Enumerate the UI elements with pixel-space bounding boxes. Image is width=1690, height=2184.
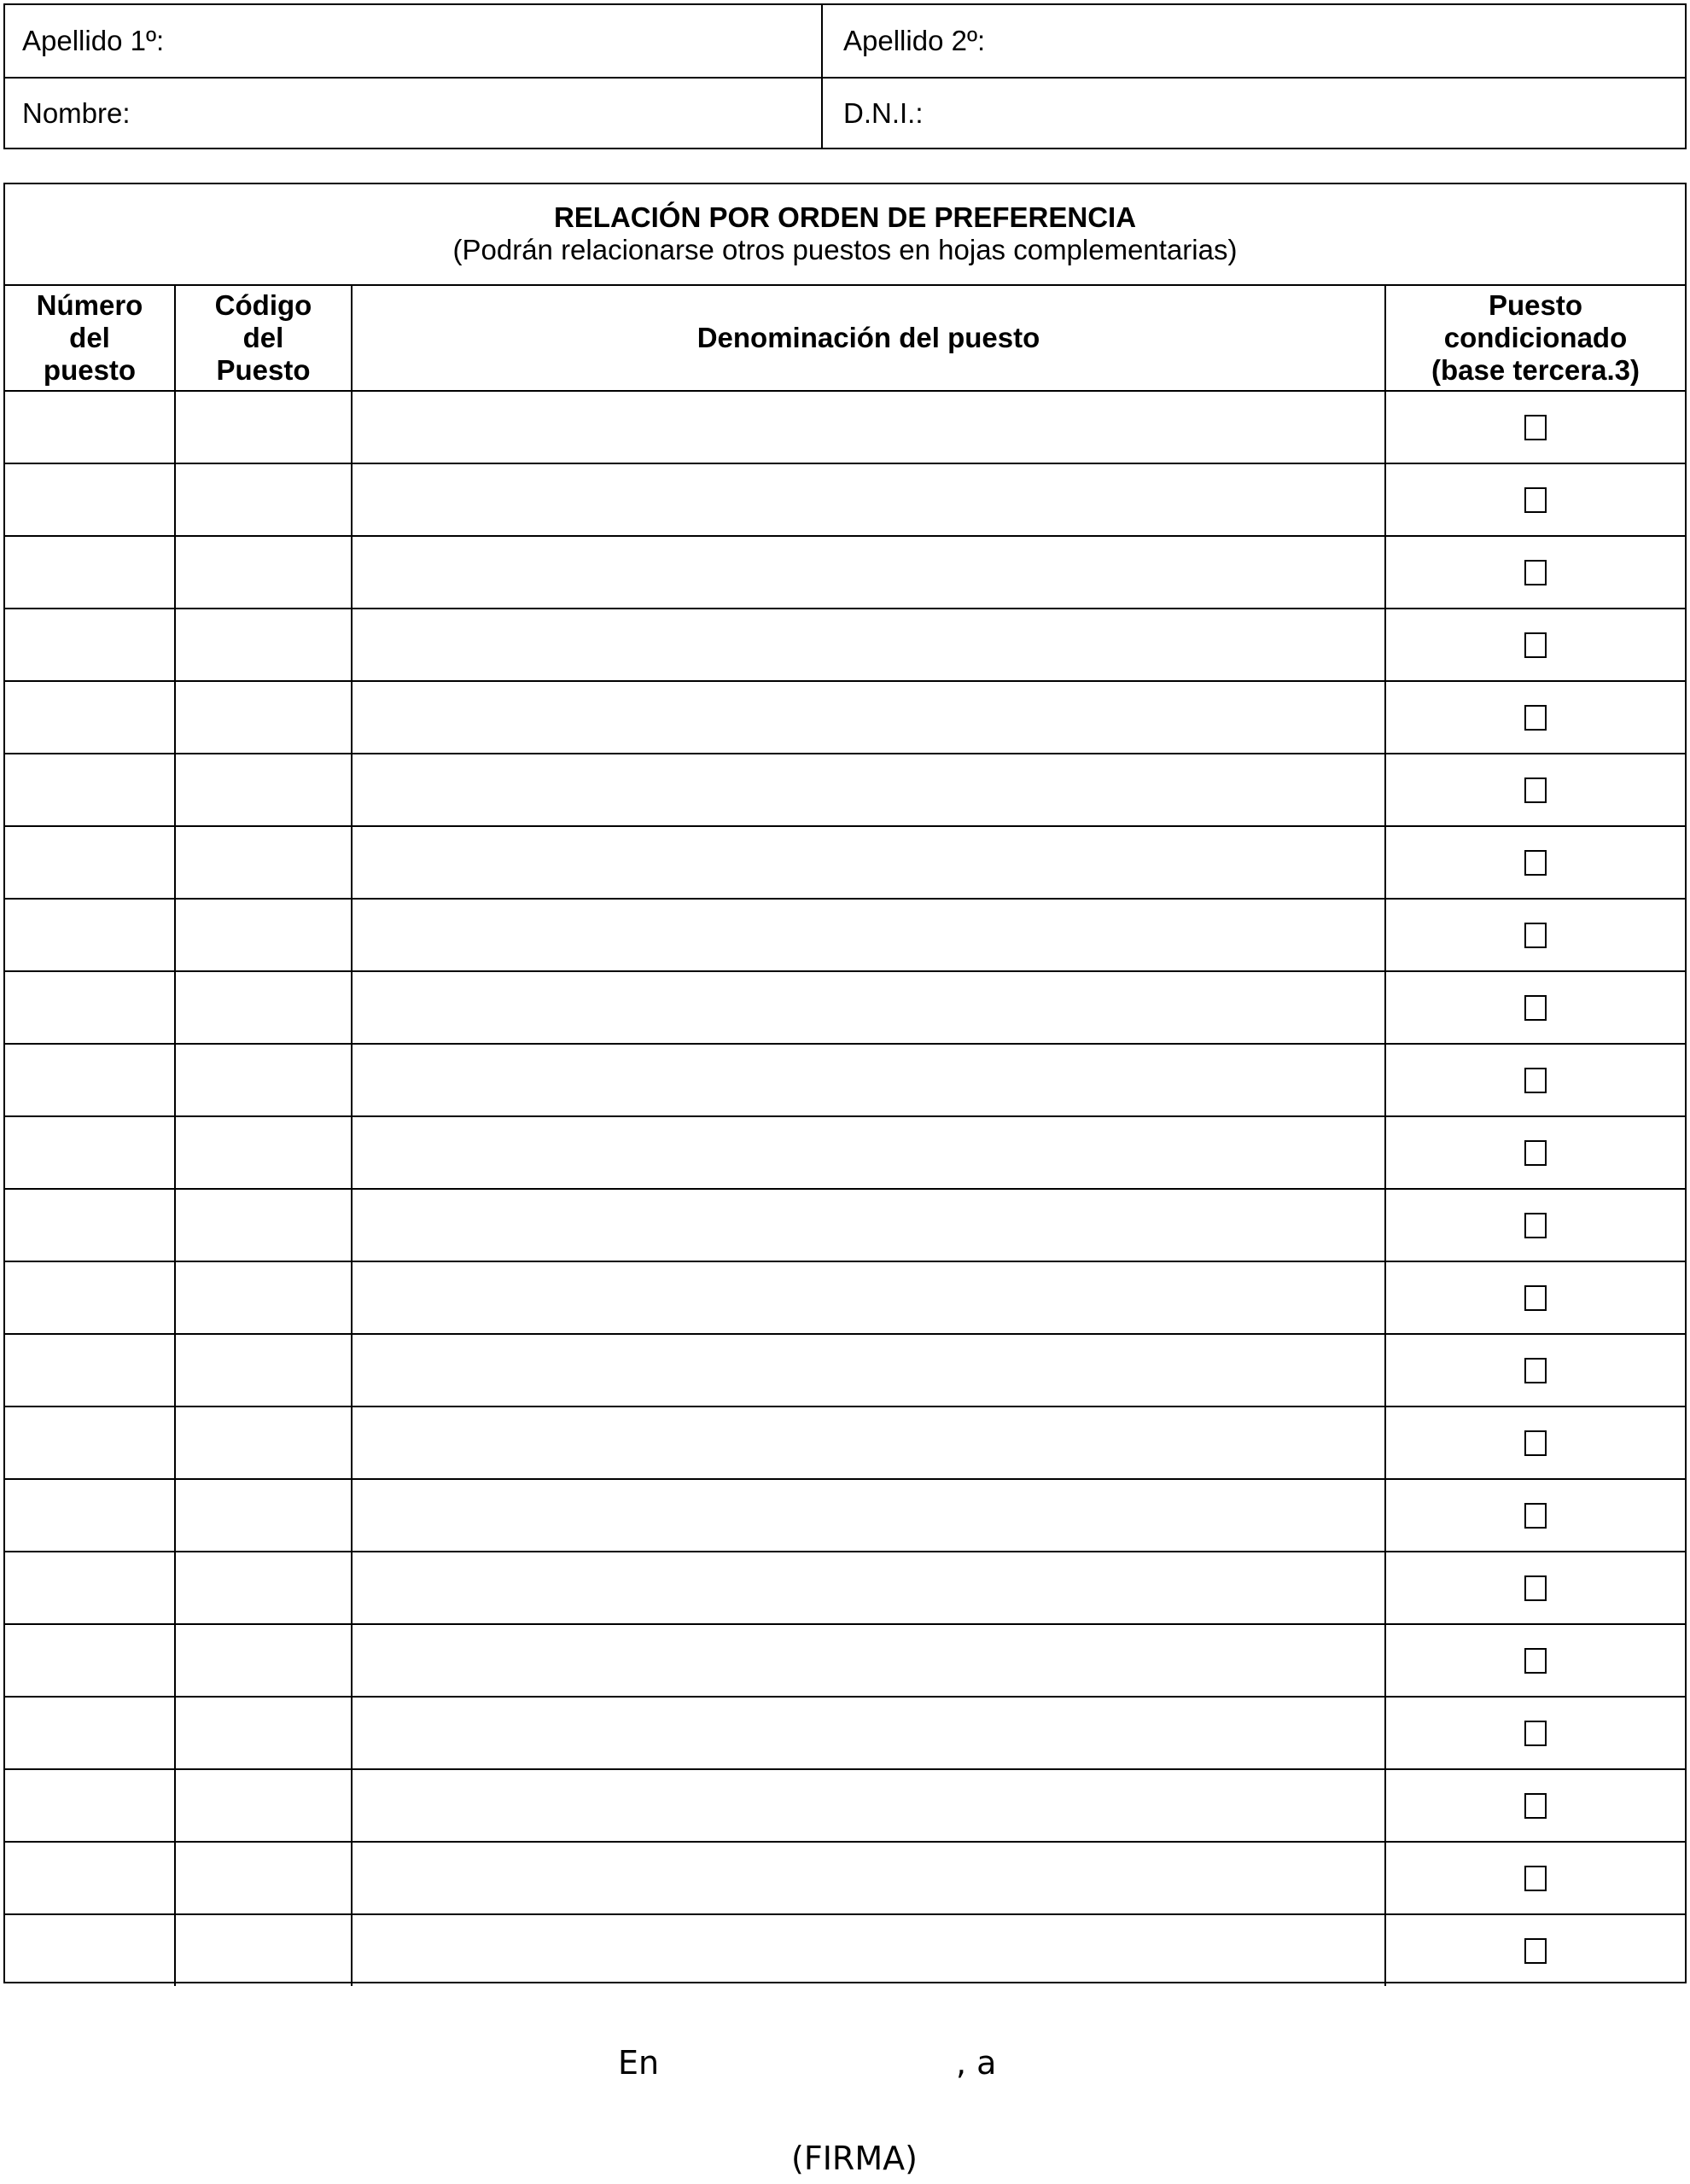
codigo-puesto-cell[interactable] xyxy=(176,1770,353,1841)
condicionado-cell xyxy=(1386,1843,1685,1913)
numero-puesto-cell[interactable] xyxy=(5,827,176,898)
denominacion-puesto-cell[interactable] xyxy=(353,609,1386,680)
numero-puesto-cell[interactable] xyxy=(5,392,176,463)
codigo-puesto-cell[interactable] xyxy=(176,1843,353,1913)
condicionado-checkbox[interactable] xyxy=(1524,1358,1547,1383)
codigo-puesto-cell[interactable] xyxy=(176,537,353,608)
condicionado-cell xyxy=(1386,972,1685,1043)
numero-puesto-cell[interactable] xyxy=(5,1190,176,1261)
table-row xyxy=(5,1335,1685,1407)
place-date-line xyxy=(0,2044,1690,2087)
condicionado-cell xyxy=(1386,900,1685,970)
denominacion-puesto-cell[interactable] xyxy=(353,1552,1386,1623)
header-puesto-condicionado: Puesto condicionado (base tercera.3) xyxy=(1431,289,1640,386)
numero-puesto-cell[interactable] xyxy=(5,1117,176,1188)
codigo-puesto-cell[interactable] xyxy=(176,392,353,463)
condicionado-cell xyxy=(1386,1407,1685,1478)
denominacion-puesto-cell[interactable] xyxy=(353,682,1386,753)
denominacion-puesto-cell[interactable] xyxy=(353,1480,1386,1551)
codigo-puesto-cell[interactable] xyxy=(176,1625,353,1696)
table-row xyxy=(5,1407,1685,1480)
condicionado-checkbox[interactable] xyxy=(1524,705,1547,731)
table-row xyxy=(5,609,1685,682)
denominacion-puesto-cell[interactable] xyxy=(353,1843,1386,1913)
condicionado-cell xyxy=(1386,392,1685,463)
denominacion-puesto-cell[interactable] xyxy=(353,1625,1386,1696)
codigo-puesto-cell[interactable] xyxy=(176,1045,353,1115)
denominacion-puesto-cell[interactable] xyxy=(353,1335,1386,1406)
table-row xyxy=(5,754,1685,827)
denominacion-puesto-cell[interactable] xyxy=(353,1190,1386,1261)
numero-puesto-cell[interactable] xyxy=(5,1625,176,1696)
condicionado-cell xyxy=(1386,1625,1685,1696)
date-input[interactable] xyxy=(1003,2047,1348,2083)
table-row xyxy=(5,1190,1685,1262)
table-row xyxy=(5,464,1685,537)
place-input[interactable] xyxy=(666,2047,951,2083)
signature-label: (FIRMA) xyxy=(791,2140,918,2177)
denominacion-puesto-cell[interactable] xyxy=(353,972,1386,1043)
numero-puesto-cell[interactable] xyxy=(5,1407,176,1478)
nombre-field[interactable] xyxy=(5,79,823,148)
condicionado-checkbox[interactable] xyxy=(1524,1793,1547,1819)
condicionado-cell xyxy=(1386,464,1685,535)
numero-puesto-cell[interactable] xyxy=(5,1698,176,1768)
denominacion-puesto-cell[interactable] xyxy=(353,827,1386,898)
table-row xyxy=(5,392,1685,464)
condicionado-checkbox[interactable] xyxy=(1524,923,1547,948)
condicionado-checkbox[interactable] xyxy=(1524,1285,1547,1311)
preference-table-subtitle: (Podrán relacionarse otros puestos en hojas complementarias) xyxy=(452,234,1238,265)
denominacion-puesto-cell[interactable] xyxy=(353,464,1386,535)
codigo-puesto-cell[interactable] xyxy=(176,464,353,535)
condicionado-checkbox[interactable] xyxy=(1524,1213,1547,1238)
preference-table-header-row xyxy=(5,286,1685,392)
numero-puesto-cell[interactable] xyxy=(5,1480,176,1551)
codigo-puesto-cell[interactable] xyxy=(176,754,353,825)
codigo-puesto-cell[interactable] xyxy=(176,1117,353,1188)
numero-puesto-cell[interactable] xyxy=(5,900,176,970)
numero-puesto-cell[interactable] xyxy=(5,609,176,680)
numero-puesto-cell[interactable] xyxy=(5,1335,176,1406)
personal-row-name-id xyxy=(5,79,1685,148)
table-row xyxy=(5,1770,1685,1843)
nombre-label: Nombre: xyxy=(22,96,131,129)
condicionado-checkbox[interactable] xyxy=(1524,1938,1547,1964)
numero-puesto-cell[interactable] xyxy=(5,464,176,535)
codigo-puesto-cell[interactable] xyxy=(176,1407,353,1478)
denominacion-puesto-cell[interactable] xyxy=(353,392,1386,463)
table-row xyxy=(5,1843,1685,1915)
numero-puesto-cell[interactable] xyxy=(5,1770,176,1841)
table-row xyxy=(5,1698,1685,1770)
comma-a-label: , a xyxy=(956,2044,997,2082)
condicionado-cell xyxy=(1386,1262,1685,1333)
condicionado-cell xyxy=(1386,1190,1685,1261)
table-row xyxy=(5,1045,1685,1117)
codigo-puesto-cell[interactable] xyxy=(176,972,353,1043)
condicionado-checkbox[interactable] xyxy=(1524,1648,1547,1674)
denominacion-puesto-cell[interactable] xyxy=(353,1407,1386,1478)
codigo-puesto-cell[interactable] xyxy=(176,1698,353,1768)
condicionado-cell xyxy=(1386,1770,1685,1841)
preference-table-body xyxy=(5,392,1685,1982)
personal-data-table xyxy=(3,3,1687,149)
numero-puesto-cell[interactable] xyxy=(5,537,176,608)
condicionado-cell xyxy=(1386,1480,1685,1551)
personal-row-surnames xyxy=(5,5,1685,79)
denominacion-puesto-cell[interactable] xyxy=(353,1915,1386,1986)
denominacion-puesto-cell[interactable] xyxy=(353,900,1386,970)
condicionado-checkbox[interactable] xyxy=(1524,1503,1547,1529)
numero-puesto-cell[interactable] xyxy=(5,682,176,753)
denominacion-puesto-cell[interactable] xyxy=(353,1045,1386,1115)
condicionado-checkbox[interactable] xyxy=(1524,850,1547,876)
dni-field[interactable] xyxy=(823,79,1685,148)
numero-puesto-cell[interactable] xyxy=(5,1552,176,1623)
table-row xyxy=(5,1552,1685,1625)
condicionado-cell xyxy=(1386,754,1685,825)
codigo-puesto-cell[interactable] xyxy=(176,1335,353,1406)
table-row xyxy=(5,827,1685,900)
condicionado-checkbox[interactable] xyxy=(1524,778,1547,803)
table-row xyxy=(5,1915,1685,1986)
condicionado-checkbox[interactable] xyxy=(1524,1866,1547,1891)
codigo-puesto-cell[interactable] xyxy=(176,1262,353,1333)
numero-puesto-cell[interactable] xyxy=(5,754,176,825)
preference-table xyxy=(3,183,1687,1983)
denominacion-puesto-cell[interactable] xyxy=(353,1117,1386,1188)
condicionado-cell xyxy=(1386,1117,1685,1188)
codigo-puesto-cell[interactable] xyxy=(176,827,353,898)
codigo-puesto-cell[interactable] xyxy=(176,900,353,970)
dni-label: D.N.I.: xyxy=(843,96,924,129)
condicionado-checkbox[interactable] xyxy=(1524,1068,1547,1093)
condicionado-cell xyxy=(1386,827,1685,898)
codigo-puesto-cell[interactable] xyxy=(176,1915,353,1986)
condicionado-checkbox[interactable] xyxy=(1524,632,1547,658)
table-row xyxy=(5,1480,1685,1552)
numero-puesto-cell[interactable] xyxy=(5,972,176,1043)
condicionado-checkbox[interactable] xyxy=(1524,560,1547,585)
table-row xyxy=(5,537,1685,609)
codigo-puesto-cell[interactable] xyxy=(176,1552,353,1623)
table-row xyxy=(5,682,1685,754)
codigo-puesto-cell[interactable] xyxy=(176,682,353,753)
condicionado-checkbox[interactable] xyxy=(1524,995,1547,1021)
table-row xyxy=(5,1262,1685,1335)
condicionado-checkbox[interactable] xyxy=(1524,487,1547,513)
header-codigo-puesto: Código del Puesto xyxy=(176,286,353,390)
condicionado-cell xyxy=(1386,1335,1685,1406)
codigo-puesto-cell[interactable] xyxy=(176,1480,353,1551)
numero-puesto-cell[interactable] xyxy=(5,1045,176,1115)
apellido1-label: Apellido 1º: xyxy=(22,25,165,56)
condicionado-checkbox[interactable] xyxy=(1524,1721,1547,1746)
numero-puesto-cell[interactable] xyxy=(5,1843,176,1913)
condicionado-cell xyxy=(1386,682,1685,753)
apellido1-field[interactable] xyxy=(5,5,823,77)
denominacion-puesto-cell[interactable] xyxy=(353,537,1386,608)
preference-table-title-block xyxy=(5,184,1685,286)
denominacion-puesto-cell[interactable] xyxy=(353,1262,1386,1333)
denominacion-puesto-cell[interactable] xyxy=(353,1698,1386,1768)
header-numero-puesto: Número del puesto xyxy=(5,286,176,390)
apellido2-label: Apellido 2º: xyxy=(843,25,986,56)
denominacion-puesto-cell[interactable] xyxy=(353,754,1386,825)
condicionado-cell xyxy=(1386,609,1685,680)
header-denominacion-puesto: Denominación del puesto xyxy=(353,286,1386,390)
denominacion-puesto-cell[interactable] xyxy=(353,1770,1386,1841)
table-row xyxy=(5,1625,1685,1698)
table-row xyxy=(5,900,1685,972)
condicionado-cell xyxy=(1386,1915,1685,1986)
table-row xyxy=(5,972,1685,1045)
condicionado-checkbox[interactable] xyxy=(1524,1575,1547,1601)
condicionado-checkbox[interactable] xyxy=(1524,1430,1547,1456)
numero-puesto-cell[interactable] xyxy=(5,1915,176,1986)
apellido2-field[interactable] xyxy=(823,5,1685,77)
preference-table-title: RELACIÓN POR ORDEN DE PREFERENCIA xyxy=(553,201,1137,233)
numero-puesto-cell[interactable] xyxy=(5,1262,176,1333)
en-label: En xyxy=(618,2044,660,2082)
codigo-puesto-cell[interactable] xyxy=(176,1190,353,1261)
condicionado-cell xyxy=(1386,1698,1685,1768)
condicionado-cell xyxy=(1386,1552,1685,1623)
condicionado-cell xyxy=(1386,537,1685,608)
table-row xyxy=(5,1117,1685,1190)
condicionado-checkbox[interactable] xyxy=(1524,1140,1547,1166)
condicionado-checkbox[interactable] xyxy=(1524,415,1547,440)
condicionado-cell xyxy=(1386,1045,1685,1115)
codigo-puesto-cell[interactable] xyxy=(176,609,353,680)
